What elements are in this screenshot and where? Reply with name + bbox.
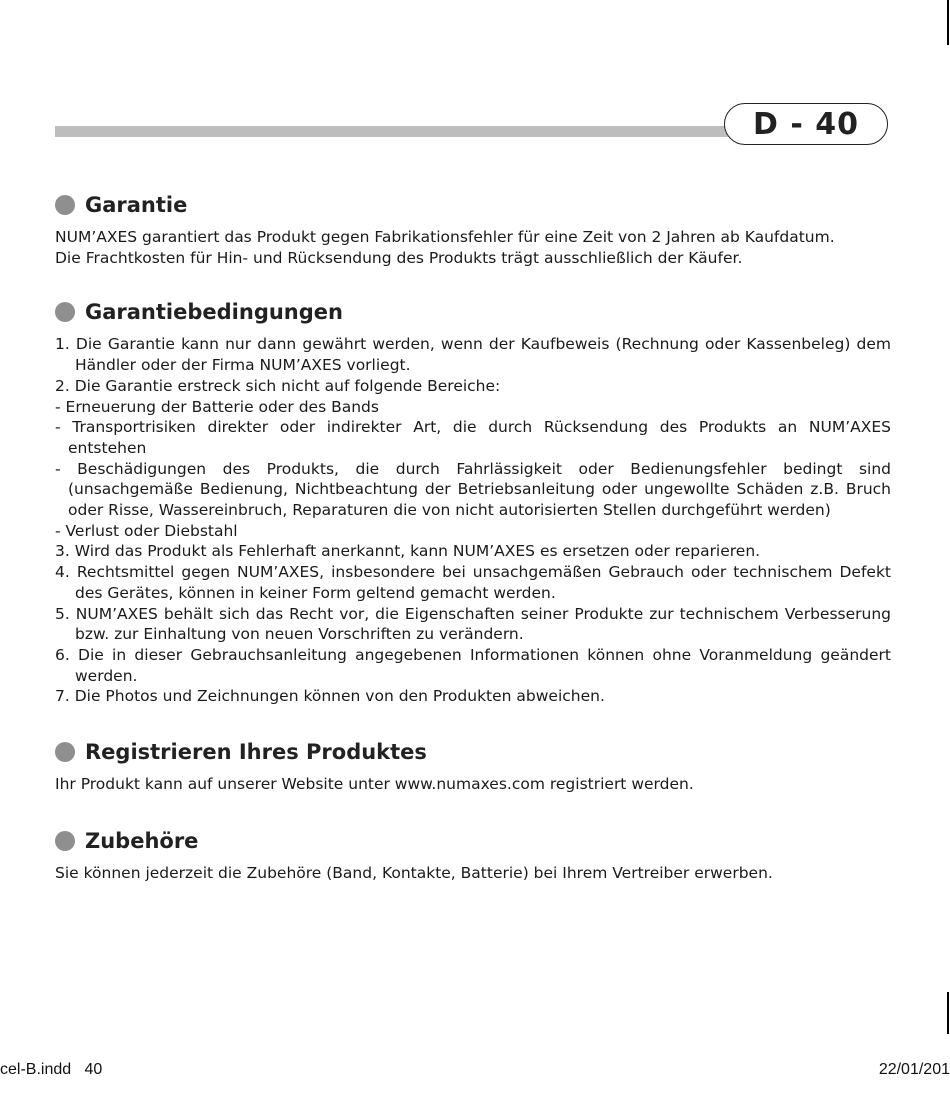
condition-subitem: - Transportrisiken direkter oder indirekter Art, die durch Rücksendung des Produkts an NUM’AXES entstehen: [55, 418, 891, 457]
section-title: Zubehöre: [85, 828, 199, 853]
registrieren-paragraph: Ihr Produkt kann auf unserer Website unter www.numaxes.com registriert werden.: [55, 775, 694, 794]
zubehoere-paragraph: Sie können jederzeit die Zubehöre (Band, Kontakte, Batterie) bei Ihrem Vertreiber erwerben.: [55, 863, 773, 882]
section-heading-garantie: [55, 190, 891, 220]
bullet-circle-icon: [55, 302, 75, 322]
condition-item: 7. Die Photos und Zeichnungen können von den Produkten abweichen.: [55, 687, 605, 706]
bullet-circle-icon: [55, 831, 75, 851]
footer-filename: cel-B.indd 40: [0, 1061, 103, 1078]
conditions-list: [55, 334, 891, 707]
section-title: Registrieren Ihres Produktes: [85, 740, 427, 765]
condition-item: 3. Wird das Produkt als Fehlerhaft anerkannt, kann NUM’AXES es ersetzen oder reparieren.: [55, 542, 761, 561]
condition-item: 4. Rechtsmittel gegen NUM’AXES, insbesondere bei unsachgemäßen Gebrauch oder technischem Defekt des Gerätes, können in keiner Form geltend gemacht werden.: [55, 563, 891, 602]
footer-date: 22/01/201: [878, 1061, 950, 1078]
paragraph-line: NUM’AXES garantiert das Produkt gegen Fabrikationsfehler für eine Zeit von 2 Jahren ab Kaufdatum.: [55, 228, 835, 246]
header-bar: [55, 126, 745, 137]
condition-item: 1. Die Garantie kann nur dann gewährt werden, wenn der Kaufbeweis (Rechnung oder Kassenbeleg) dem Händler oder der Firma NUM’AXES vorliegt.: [55, 335, 891, 375]
crop-mark-top: [947, 0, 949, 45]
document-body: [55, 190, 891, 883]
paragraph-line: Die Frachtkosten für Hin- und Rücksendung des Produkts trägt ausschließlich der Käufer.: [55, 248, 743, 267]
condition-subitem: - Verlust oder Diebstahl: [55, 521, 238, 540]
condition-item: 6. Die in dieser Gebrauchsanleitung angegebenen Informationen können ohne Voranmeldung geändert werden.: [55, 645, 891, 685]
bullet-circle-icon: [55, 742, 75, 762]
condition-item: 2. Die Garantie erstreck sich nicht auf folgende Bereiche:: [55, 376, 501, 395]
section-title: Garantie: [85, 193, 188, 217]
bullet-circle-icon: [55, 195, 75, 215]
condition-subitem: - Erneuerung der Batterie oder des Bands: [55, 397, 379, 416]
crop-mark-bottom: [947, 992, 949, 1034]
condition-item: 5. NUM’AXES behält sich das Recht vor, die Eigenschaften seiner Produkte zur technischem Verbesserung bzw. zur Einhaltung von neuen Vorschriften zu verändern.: [55, 604, 891, 644]
condition-subitem: - Beschädigungen des Produkts, die durch Fahrlässigkeit oder Bedienungsfehler bedingt sind (unsachgemäße Bedienung, Nichtbeachtung der Betriebsanleitung oder ungewollte Schäden z.B. Bruch oder Risse, Wassereinbruch, Reparaturen die von nicht autorisierten Stellen durchgeführt werden): [55, 459, 891, 520]
section-heading-zubehoere: [55, 826, 891, 856]
garantie-paragraph: [55, 227, 891, 268]
section-heading-garantiebedingungen: [55, 297, 891, 327]
page-number-badge: D - 40: [724, 103, 888, 145]
section-heading-registrieren: [55, 737, 891, 767]
section-title: Garantiebedingungen: [85, 300, 343, 325]
